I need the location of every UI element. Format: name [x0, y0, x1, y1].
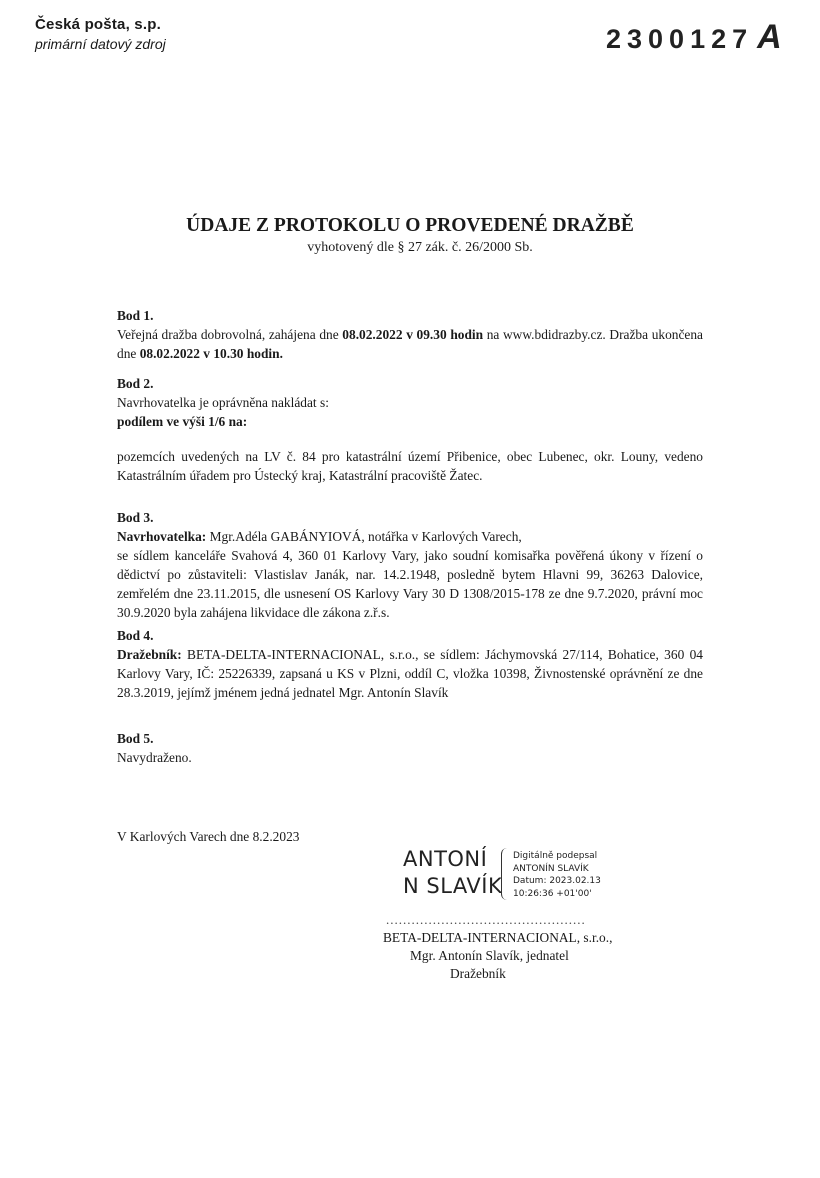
postal-stamp — [35, 16, 166, 52]
section-bod-3 — [117, 508, 703, 622]
place-and-date: V Karlových Varech dne 8.2.2023 — [117, 829, 300, 844]
section-bod-5 — [117, 729, 703, 767]
section-bod-2 — [117, 374, 703, 485]
text-run: Veřejná dražba dobrovolná, zahájena dne — [117, 327, 343, 342]
signer-person: Mgr. Antonín Slavík, jednatel — [410, 948, 569, 963]
petitioner-name: Mgr.Adéla GABÁNYIOVÁ, notářka v Karlových Varech, — [206, 529, 522, 544]
share-line: podílem ve výši 1/6 na: — [117, 414, 248, 429]
petitioner-details: se sídlem kanceláře Svahová 4, 360 01 Karlovy Vary, jako soudní komisařka pověřená úkony v řízení o dědictví po zůstaviteli: Vlastislav Janák, nar. 14.2.1948, posledně bytem Hlavni 99, 36263 Dalovice, zemřelém dne 23.11.2015, dle usnesení OS Karlovy Vary 30 D 1308/2015-178 ze dne 9.7.2020, právní moc 30.9.2020 byla zahájena likvidace dle zákona z.ř.s. — [117, 548, 703, 620]
section-bod-4 — [117, 626, 703, 702]
document-title: ÚDAJE Z PROTOKOLU O PROVEDENÉ DRAŽBĚ — [186, 215, 634, 236]
signature-info-line: 10:26:36 +01'00' — [513, 888, 592, 899]
signer-role: Dražebník — [450, 966, 506, 981]
digital-signature — [403, 846, 601, 900]
stamp-source: primární datový zdroj — [35, 36, 166, 52]
section-heading: Bod 5. — [117, 731, 154, 746]
auction-end: 08.02.2022 v 10.30 hodin. — [139, 346, 283, 361]
text-run: na www.bdidrazby.cz. Dražba ukončena dne — [117, 327, 703, 361]
section-heading: Bod 3. — [117, 510, 154, 525]
section-heading: Bod 4. — [117, 628, 154, 643]
document-number-suffix: A — [757, 18, 782, 56]
petitioner-line — [117, 527, 703, 546]
signature-dotted-line: ............................................... — [386, 912, 586, 927]
signature-info-line: Digitálně podepsal — [513, 851, 598, 861]
section-heading: Bod 2. — [117, 376, 154, 391]
petitioner-label: Navrhovatelka: — [117, 529, 207, 544]
signature-bracket — [501, 848, 508, 900]
signature-info — [513, 850, 601, 900]
document-subtitle: vyhotovený dle § 27 zák. č. 26/2000 Sb. — [307, 240, 533, 255]
signer-block — [383, 929, 643, 983]
auctioneer-text: BETA-DELTA-INTERNACIONAL, s.r.o., se sídlem: Jáchymovská 27/114, Bohatice, 360 04 Karlovy Vary, IČ: 25226339, zapsaná u KS v Plzni, oddíl C, vložka 10398, Živnostenské oprávnění ze dne 28.3.2019, jejímž jménem jedná jednatel Mgr. Antonín Slavík — [117, 647, 703, 700]
signature-name-line2: N SLAVÍK — [403, 874, 503, 898]
section-line: Navrhovatelka je oprávněna nakládat s: — [117, 395, 329, 410]
auctioneer-label: Dražebník: — [117, 647, 182, 662]
document-number-digits: 2300127 — [606, 24, 754, 54]
section-bod-1 — [117, 306, 703, 363]
section-heading: Bod 1. — [117, 308, 154, 323]
signature-name-line1: ANTONÍ — [403, 847, 488, 871]
auction-result: Navydraženo. — [117, 750, 192, 765]
section-text — [117, 325, 703, 363]
auctioneer-details — [117, 645, 703, 702]
signature-info-line: Datum: 2023.02.13 — [513, 876, 601, 886]
signer-company: BETA-DELTA-INTERNACIONAL, s.r.o., — [383, 930, 613, 945]
document-number — [606, 18, 782, 57]
signature-info-line: ANTONÍN SLAVÍK — [513, 863, 589, 874]
stamp-issuer: Česká pošta, s.p. — [35, 16, 161, 33]
property-description: pozemcích uvedených na LV č. 84 pro katastrální území Přibenice, obec Lubenec, okr. Louny, vedeno Katastrálním úřadem pro Ústecký kraj, Katastrální pracoviště Žatec. — [117, 449, 703, 483]
auction-start: 08.02.2022 v 09.30 hodin — [342, 327, 484, 342]
